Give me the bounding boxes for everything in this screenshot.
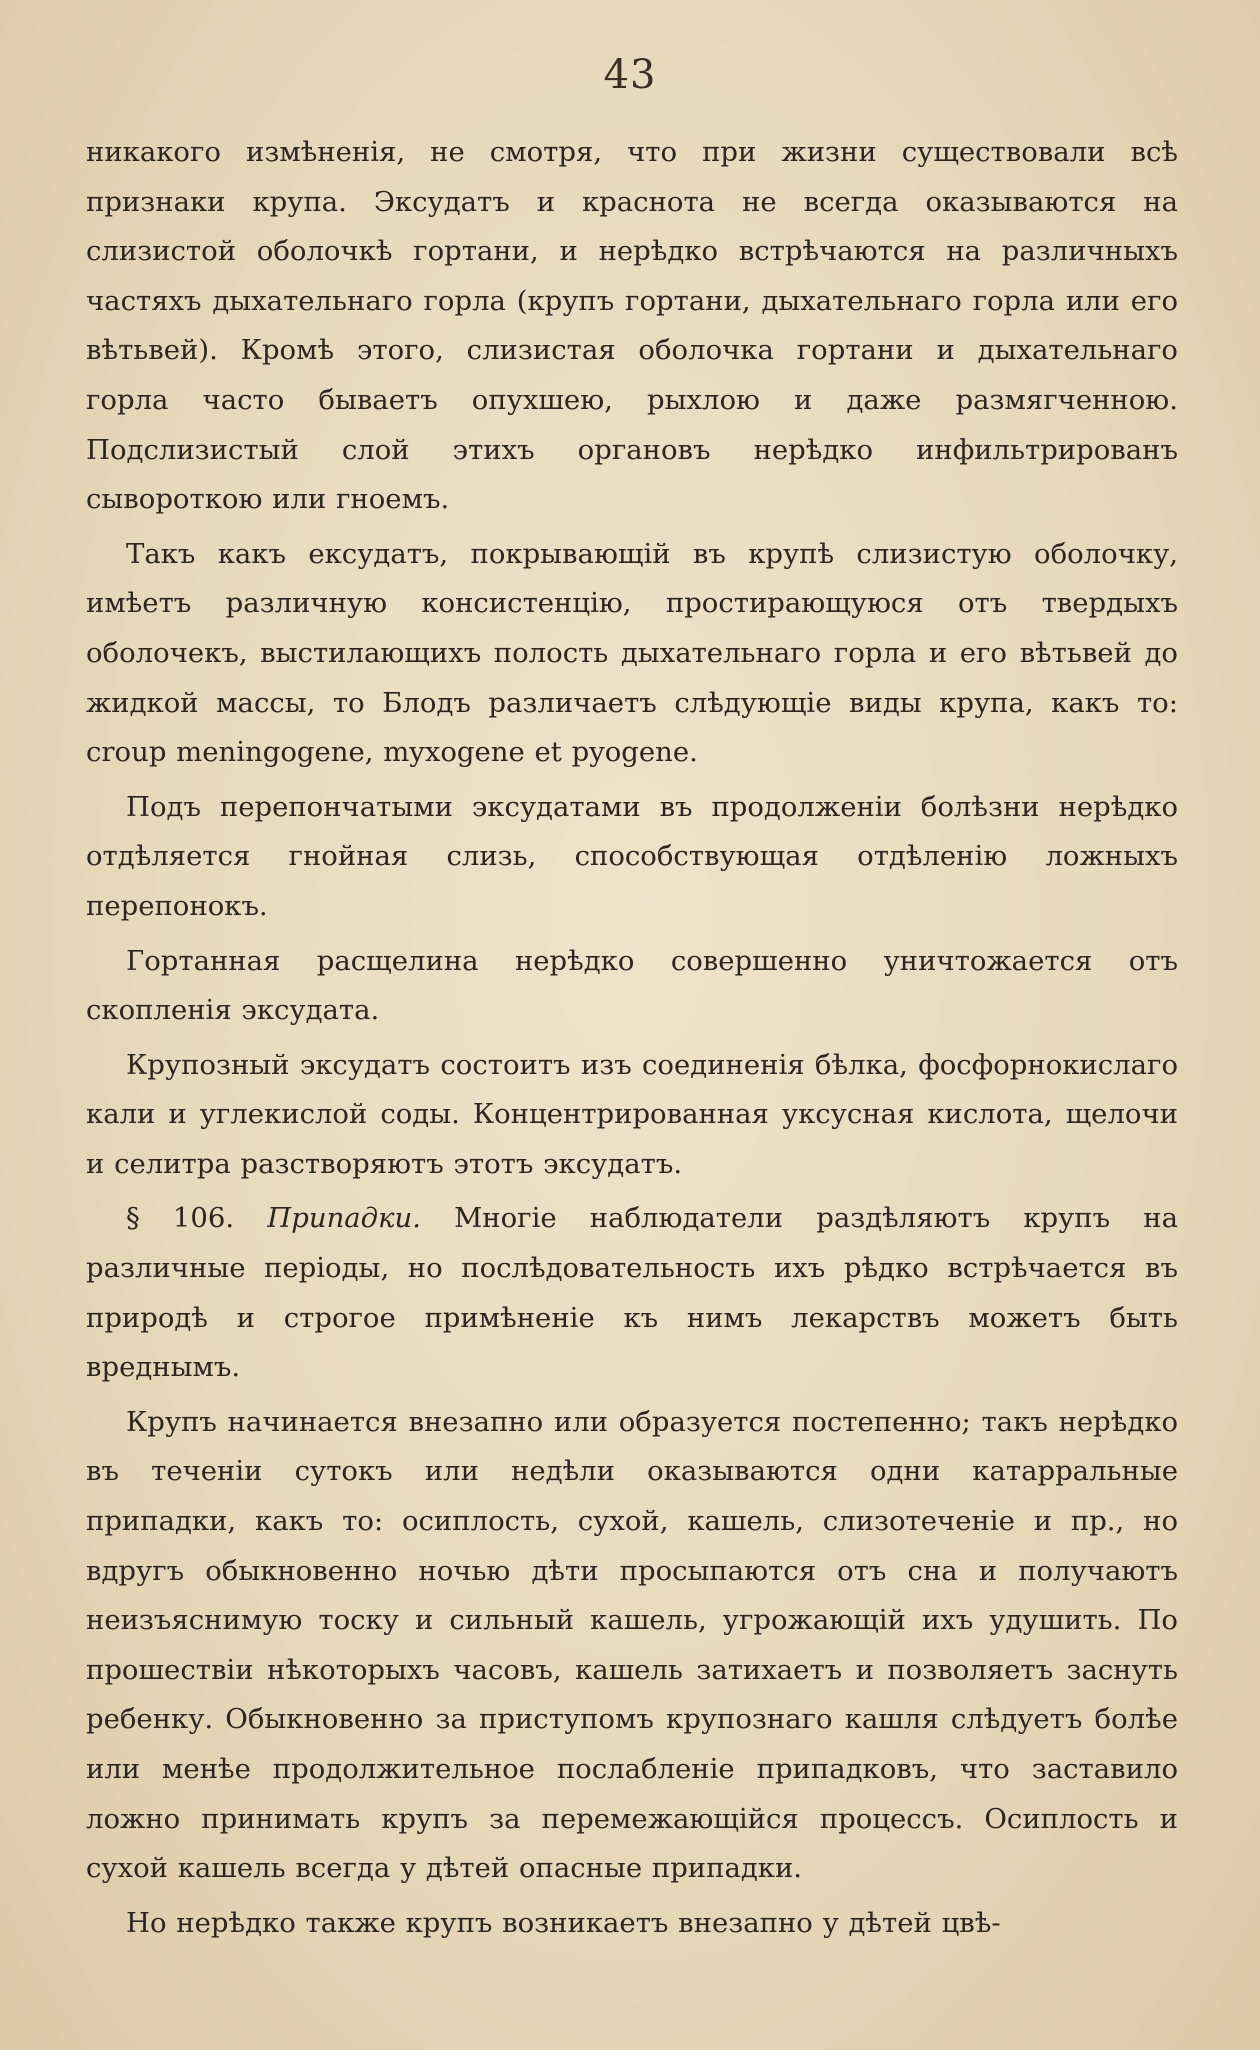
paragraph-3: Подъ перепончатыми эксудатами въ продолженіи болѣзни нерѣдко отдѣляется гнойная слизь, способствующая отдѣленію ложныхъ перепонокъ. (86, 790, 1178, 922)
section-text: Многіе наблюдатели раздѣляютъ крупъ на различные періоды, но послѣдовательность ихъ рѣдко встрѣчается въ природѣ и строгое примѣненіе къ нимъ лекарствъ можетъ быть вреднымъ. (86, 1202, 1178, 1384)
body-text (86, 128, 1178, 1948)
paragraph-4: Гортанная расщелина нерѣдко совершенно уничтожается отъ скопленія эксудата. (86, 944, 1178, 1027)
paragraph-2: Такъ какъ ексудатъ, покрывающій въ крупѣ слизистую оболочку, имѣетъ различную консистенцію, простирающуюся отъ твердыхъ оболочекъ, выстилающихъ полость дыхательнаго горла и его вѣтьвей до жидкой массы, то Блодъ различаетъ слѣдующіе виды крупа, какъ то: croup meningogene, myxogene et pyogene. (86, 537, 1178, 769)
paragraph-section-106 (86, 1194, 1178, 1392)
page-number: 43 (603, 52, 657, 98)
paragraph-7: Крупъ начинается внезапно или образуется постепенно; такъ нерѣдко въ теченіи сутокъ или недѣли оказываются одни катарральные припадки, какъ то: осиплость, сухой, кашель, слизотеченіе и пр., но вдругъ обыкновенно ночью дѣти просыпаются отъ сна и получаютъ неизъяснимую тоску и сильный кашель, угрожающій ихъ удушить. По прошествіи нѣкоторыхъ часовъ, кашель затихаетъ и позволяетъ заснуть ребенку. Обыкновенно за приступомъ крупознаго кашля слѣдуетъ болѣе или менѣе продолжительное послабленіе припадковъ, что заставило ложно принимать крупъ за перемежающійся процессъ. Осиплость и сухой кашель всегда у дѣтей опасные припадки. (86, 1405, 1178, 1885)
section-title: Припадки. (267, 1202, 421, 1235)
paragraph-5: Крупозный эксудатъ состоитъ изъ соединенія бѣлка, фосфорнокислаго кали и углекислой соды. Концентрированная уксусная кислота, щелочи и селитра разстворяютъ этотъ эксудатъ. (86, 1048, 1178, 1180)
paragraph-1: никакого измѣненія, не смотря, что при жизни существовали всѣ признаки крупа. Эксудатъ и краснота не всегда оказываются на слизистой оболочкѣ гортани, и нерѣдко встрѣчаются на различныхъ частяхъ дыхательнаго горла (крупъ гортани, дыхательнаго горла или его вѣтьвей). Кромѣ этого, слизистая оболочка гортани и дыхательнаго горла часто бываетъ опухшею, рыхлою и даже размягченною. Подслизистый слой этихъ органовъ нерѣдко инфильтрированъ сывороткою или гноемъ. (86, 136, 1178, 516)
section-mark: § 106. (126, 1202, 235, 1235)
paragraph-8: Но нерѣдко также крупъ возникаетъ внезапно у дѣтей цвѣ- (126, 1906, 1001, 1939)
